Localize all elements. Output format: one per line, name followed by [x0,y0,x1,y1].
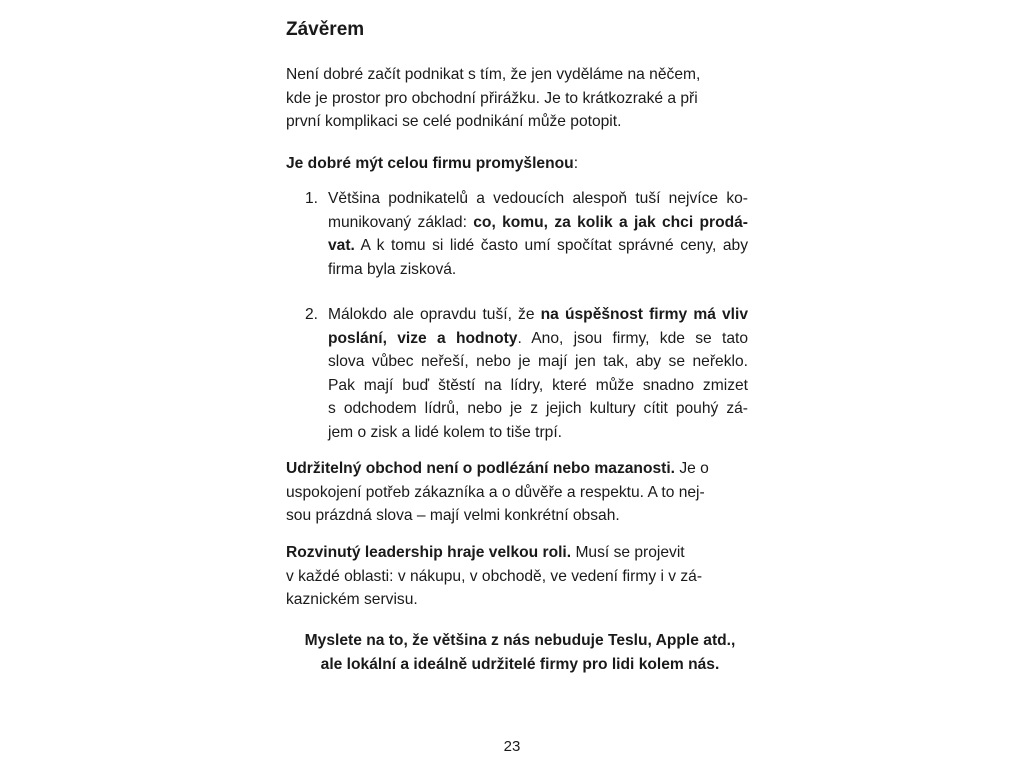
text: Málokdo ale opravdu tuší, že [328,306,541,323]
text-line [270,629,770,653]
text-line [328,327,748,351]
text: : [573,155,579,172]
text-line [286,110,738,134]
text-line [328,187,748,211]
text: Většina podnikatelů a vedoucích alespoň tuší nejvíce ko- [328,190,748,207]
text-line [328,421,748,445]
text: Pak mají buď štěstí na lídry, které může snadno zmizet [328,376,748,394]
text-line [286,541,738,565]
text: slova vůbec neřeší, nebo je mají jen tak, aby se neřeklo. [328,353,748,371]
text-line [286,504,738,528]
lead-paragraph [286,152,738,176]
text-line [286,152,738,176]
bold-text: na úspěšnost firmy má vliv [540,306,748,323]
leadership-paragraph [286,541,738,612]
text-line [328,234,748,258]
bold-text: ale lokální a ideálně udržitelé firmy pro lidi kolem nás. [320,655,720,673]
text-line [328,374,748,398]
text-line [286,457,738,481]
page-number: 23 [503,738,521,755]
text: kde je prostor pro obchodní přirážku. Je to krátkozraké a při [286,89,698,107]
text-line [328,211,748,235]
bold-text: vat. [328,237,355,255]
closing-statement [270,629,770,676]
text-line [286,481,738,505]
text-line [286,87,738,111]
text-line [286,63,738,87]
text: sou prázdná slova – mají velmi konkrétní obsah. [286,507,620,525]
bold-text: Myslete na to, že většina z nás nebuduje Teslu, Apple atd., [304,632,736,649]
text-line [328,258,748,282]
section-heading: Závěrem [286,19,365,40]
text: Je o [675,460,709,477]
list-item [305,303,748,445]
text-line [328,350,748,374]
intro-paragraph [286,63,738,134]
text: firma byla zisková. [328,260,457,278]
bold-text: Udržitelný obchod není o podlézání nebo mazanosti. [286,460,675,477]
bold-text: Rozvinutý leadership hraje velkou roli. [286,544,572,561]
list-number: 2. [305,306,319,323]
text-line [328,303,748,327]
text: kaznickém servisu. [286,591,418,609]
bold-text: co, komu, za kolik a jak chci prodá- [473,213,748,231]
list-item [305,187,748,281]
text: . Ano, jsou firmy, kde se tato [517,329,748,347]
text: A k tomu si lidé často umí spočítat správné ceny, aby [354,237,748,255]
text: Není dobré začít podnikat s tím, že jen vyděláme na něčem, [286,66,701,83]
text-line [328,397,748,421]
text: v každé oblasti: v nákupu, v obchodě, ve vedení firmy i v zá- [286,567,703,585]
text-line [270,653,770,677]
bold-text: poslání, vize a hodnoty [328,329,518,347]
text: jem o zisk a lidé kolem to tiše trpí. [328,423,562,441]
text: munikovaný základ: [328,213,474,231]
text: uspokojení potřeb zákazníka a o důvěře a respektu. A to nej- [286,483,705,501]
text: Musí se projevit [571,544,685,561]
text-line [286,588,738,612]
bold-text: Je dobré mýt celou firmu promyšlenou [286,155,574,172]
text-line [286,565,738,589]
text: s odchodem lídrů, nebo je z jejich kultury cítit pouhý zá- [328,400,748,418]
sustainable-business-paragraph [286,457,738,528]
text: první komplikaci se celé podnikání může potopit. [286,113,622,131]
list-number: 1. [305,190,319,207]
